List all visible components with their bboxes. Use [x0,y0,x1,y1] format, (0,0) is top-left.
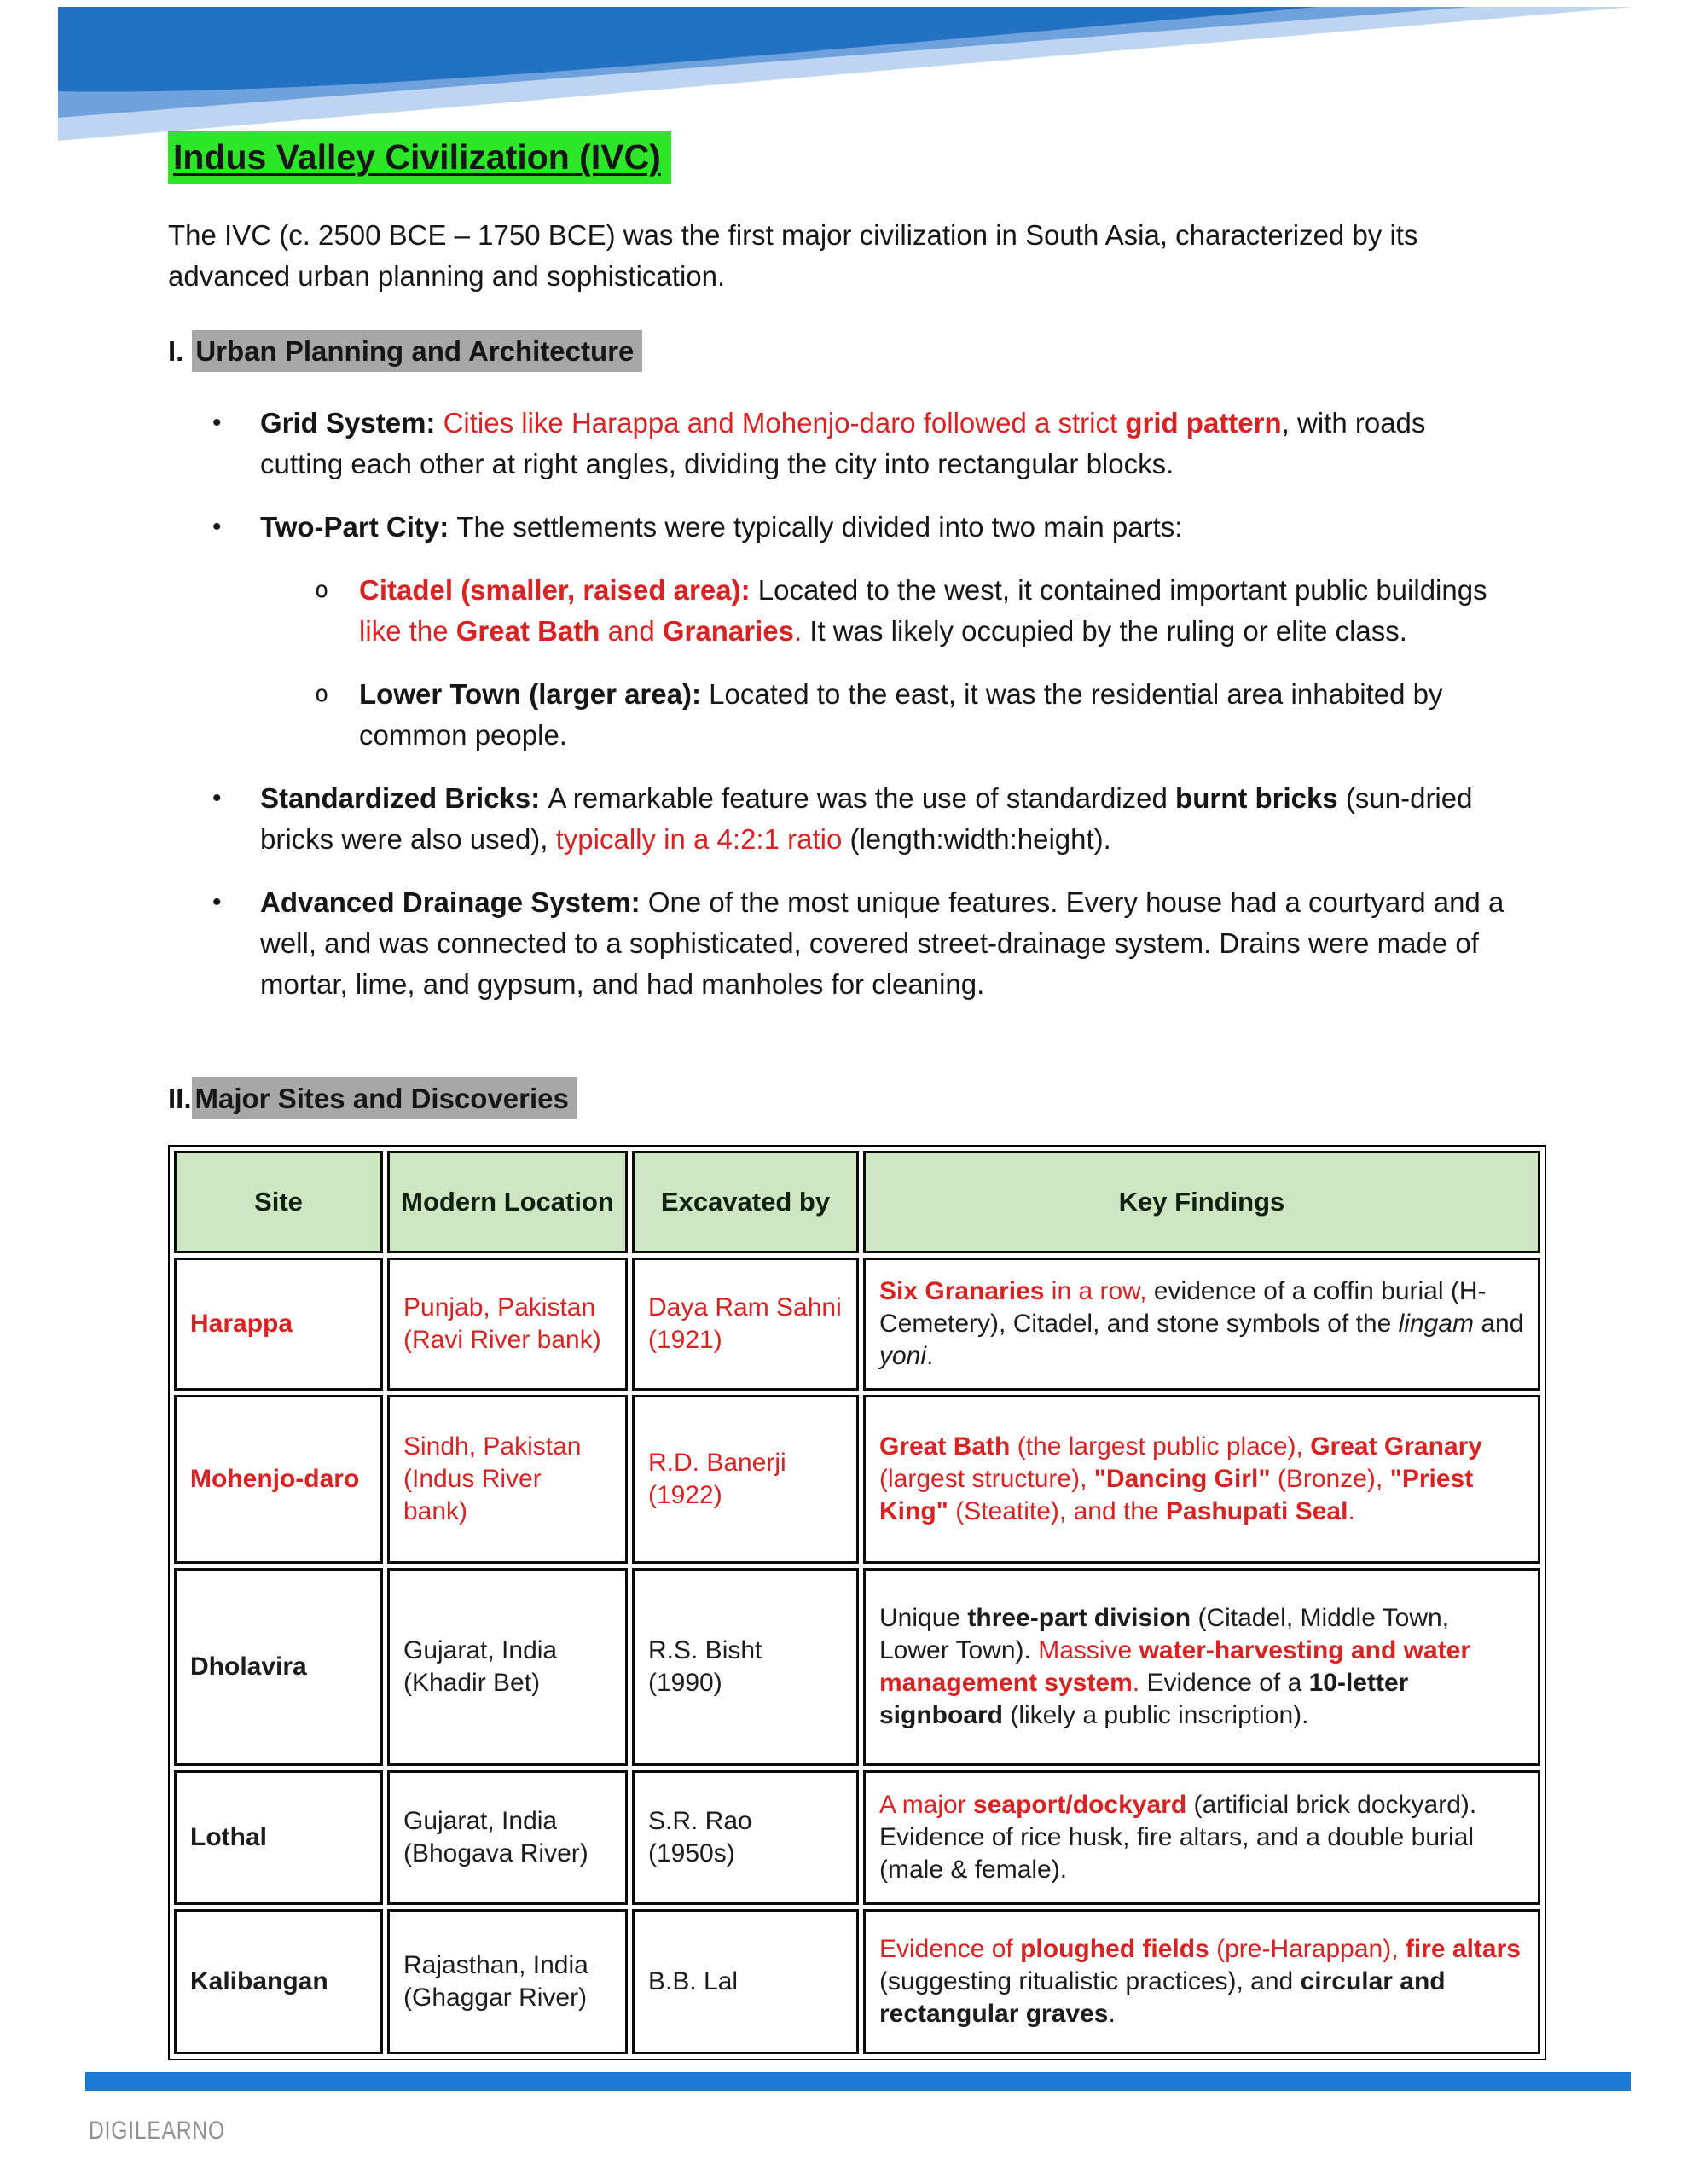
bullet-item [168,403,1546,485]
bullet-dot-icon: • [212,784,222,813]
text-run: evidence of a coffin burial (H-Cemetery), Citadel, and stone symbols of the [879,1277,1487,1339]
column-header: Excavated by [632,1151,859,1253]
bullet-text [260,778,1546,860]
text-run: . [793,615,810,648]
text-run: Standardized Bricks: [260,782,548,815]
location-cell [387,1395,628,1564]
text-run: (Bronze), [1270,1465,1390,1494]
footer-bar [85,2072,1631,2091]
text-run: A major [879,1791,974,1820]
text-run: Mohenjo-daro [190,1465,360,1494]
text-run: fire altars [1405,1935,1521,1964]
text-run: (largest structure), [879,1465,1094,1494]
sites-table-header [174,1151,1540,1253]
text-run: Daya Ram Sahni (1921) [648,1293,842,1355]
excavated-by-cell [632,1258,859,1391]
bullet-dot-icon: • [212,409,222,438]
text-run: Cities like Harappa and Mohenjo-daro followed a strict [443,407,1126,439]
text-run: (artificial brick dockyard). Evidence of rice husk, fire altars, and a double burial (male & female). [879,1791,1477,1885]
brand-logo-text: DIGILEARNO [89,2117,225,2146]
text-run: water-harvesting and water management system [879,1636,1471,1698]
text-run: Pashupati Seal [1166,1497,1348,1526]
key-findings-cell [863,1258,1540,1391]
text-run: seaport/dockyard [973,1791,1187,1820]
bullet-item [168,778,1546,860]
location-cell [387,1568,628,1766]
text-run: Grid System: [260,407,443,439]
key-findings-cell [863,1568,1540,1766]
bullet-text [260,507,1546,548]
text-run: S.R. Rao (1950s) [648,1807,752,1868]
bullet-item [168,507,1546,548]
excavated-by-cell [632,1568,859,1766]
bullet-text [260,882,1546,1005]
text-run: Granaries [662,615,794,648]
text-run: Great Bath [879,1432,1011,1461]
section-1-number: I. [168,335,184,368]
text-run: The settlements were typically divided into two main parts: [456,511,1183,543]
text-run: A remarkable feature was the use of standardized [548,782,1176,815]
bullet-text [260,403,1546,485]
text-run: circular and rectangular graves [879,1967,1446,2029]
text-run: Advanced Drainage System: [260,886,648,919]
text-run: typically in a 4:2:1 ratio [555,823,843,856]
table-row [174,1395,1540,1564]
text-run: lingam [1398,1310,1474,1339]
text-run: yoni [879,1342,927,1371]
text-run: , with roads cutting each other at right angles, dividing the city into rectangular blocks. [260,407,1426,480]
text-run: (likely a public inscription). [1003,1701,1309,1730]
table-row [174,1568,1540,1766]
text-run: Dholavira [190,1653,307,1682]
table-row [174,1909,1540,2054]
text-run: Unique [879,1604,968,1633]
text-run: (Citadel, Middle Town, Lower Town). [879,1604,1450,1665]
text-run: Located to the east, it was the residential area inhabited by common people. [359,678,1443,752]
section-1-heading [168,331,1546,372]
bullet-item [168,570,1546,652]
site-cell [174,1258,383,1391]
text-run: (pre-Harappan), [1209,1935,1406,1964]
text-run: Massive [1038,1636,1139,1665]
text-run: ploughed fields [1020,1935,1209,1964]
text-run: Lower Town (larger area): [359,678,710,711]
section-2-heading-text: Major Sites and Discoveries [192,1077,577,1119]
text-run: (sun-dried bricks were also used), [260,782,1473,856]
text-run: Great Bath [455,615,600,648]
header-row [174,1151,1540,1253]
location-cell [387,1909,628,2054]
text-run: Six Granaries [879,1277,1045,1306]
text-run: Great Granary [1310,1432,1482,1461]
sites-table [168,1145,1546,2060]
bullet-item [168,882,1546,1005]
excavated-by-cell [632,1909,859,2054]
text-run: three-part division [967,1604,1191,1633]
text-run: . [926,1342,934,1371]
intro-paragraph: The IVC (c. 2500 BCE – 1750 BCE) was the first major civilization in South Asia, characterized by its advanced urban planning and sophistication. [168,219,1418,293]
page-title [168,137,1546,177]
text-run: Sindh, Pakistan (Indus River bank) [403,1432,582,1526]
text-run: "Dancing Girl" [1093,1465,1271,1494]
section-2-number: II. [168,1083,192,1115]
table-row [174,1770,1540,1905]
bullet-dot-icon: • [212,513,222,542]
text-run: Evidence of a [1139,1669,1309,1698]
excavated-by-cell [632,1770,859,1905]
text-run: R.S. Bisht (1990) [648,1636,762,1698]
text-run: Kalibangan [190,1967,328,1996]
text-run: Two-Part City: [260,511,457,543]
bullet-text [359,674,1546,756]
bullet-item [168,674,1546,756]
text-run: Lothal [190,1823,267,1852]
text-run: Rajasthan, India (Ghaggar River) [403,1951,588,2013]
table-row [174,1258,1540,1391]
key-findings-cell [863,1770,1540,1905]
header-swoosh-graphic [0,0,1687,141]
page-title-text: Indus Valley Civilization (IVC) [168,131,671,184]
bullet-circle-icon: o [315,577,329,604]
text-run: It was likely occupied by the ruling or elite class. [809,615,1407,648]
text-run: Evidence of [879,1935,1021,1964]
column-header: Modern Location [387,1151,628,1253]
text-run: . [1132,1669,1140,1698]
sites-table-body [174,1258,1540,2054]
text-run: in a row, [1044,1277,1147,1306]
text-run: (suggesting ritualistic practices), and [879,1967,1301,1996]
excavated-by-cell [632,1395,859,1564]
document-content [0,137,1687,2060]
text-run: Citadel (smaller, raised area): [359,574,758,607]
text-run: Located to the west, it contained important public buildings [757,574,1487,607]
text-run: . [1108,2000,1116,2029]
text-run: B.B. Lal [648,1967,739,1996]
text-run: burnt bricks [1175,782,1338,815]
bullet-dot-icon: • [212,888,222,917]
text-run: "Priest King" [879,1465,1474,1526]
text-run: (length:width:height). [842,823,1111,856]
text-run: Punjab, Pakistan (Ravi River bank) [403,1293,601,1355]
bullet-circle-icon: o [315,681,329,708]
site-cell [174,1770,383,1905]
text-run: (the largest public place), [1010,1432,1311,1461]
site-cell [174,1395,383,1564]
text-run: R.D. Banerji (1922) [648,1449,786,1510]
text-run: One of the most unique features. Every house had a courtyard and a well, and was connected to a sophisticated, covered street-drainage system. Drains were made of mortar, lime, and gypsum, and had manholes for cleaning. [260,886,1504,1001]
key-findings-cell [863,1909,1540,2054]
site-cell [174,1568,383,1766]
text-run: like the [359,615,456,648]
text-run: Gujarat, India (Bhogava River) [403,1807,588,1868]
column-header: Key Findings [863,1151,1540,1253]
site-cell [174,1909,383,2054]
section-1-heading-text: Urban Planning and Architecture [192,330,642,372]
text-run: and [600,615,663,648]
text-run: . [1348,1497,1355,1526]
location-cell [387,1770,628,1905]
key-findings-cell [863,1395,1540,1564]
section-2-heading [168,1078,1546,1119]
bullet-text [359,570,1546,652]
column-header: Site [174,1151,383,1253]
text-run: grid pattern [1125,407,1282,439]
text-run: and [1474,1310,1524,1339]
text-run: Harappa [190,1310,293,1339]
section-1-bullets [168,403,1546,1005]
text-run: Gujarat, India (Khadir Bet) [403,1636,558,1698]
text-run: (Steatite), and the [948,1497,1167,1526]
text-run: 10-letter signboard [879,1669,1409,1730]
location-cell [387,1258,628,1391]
